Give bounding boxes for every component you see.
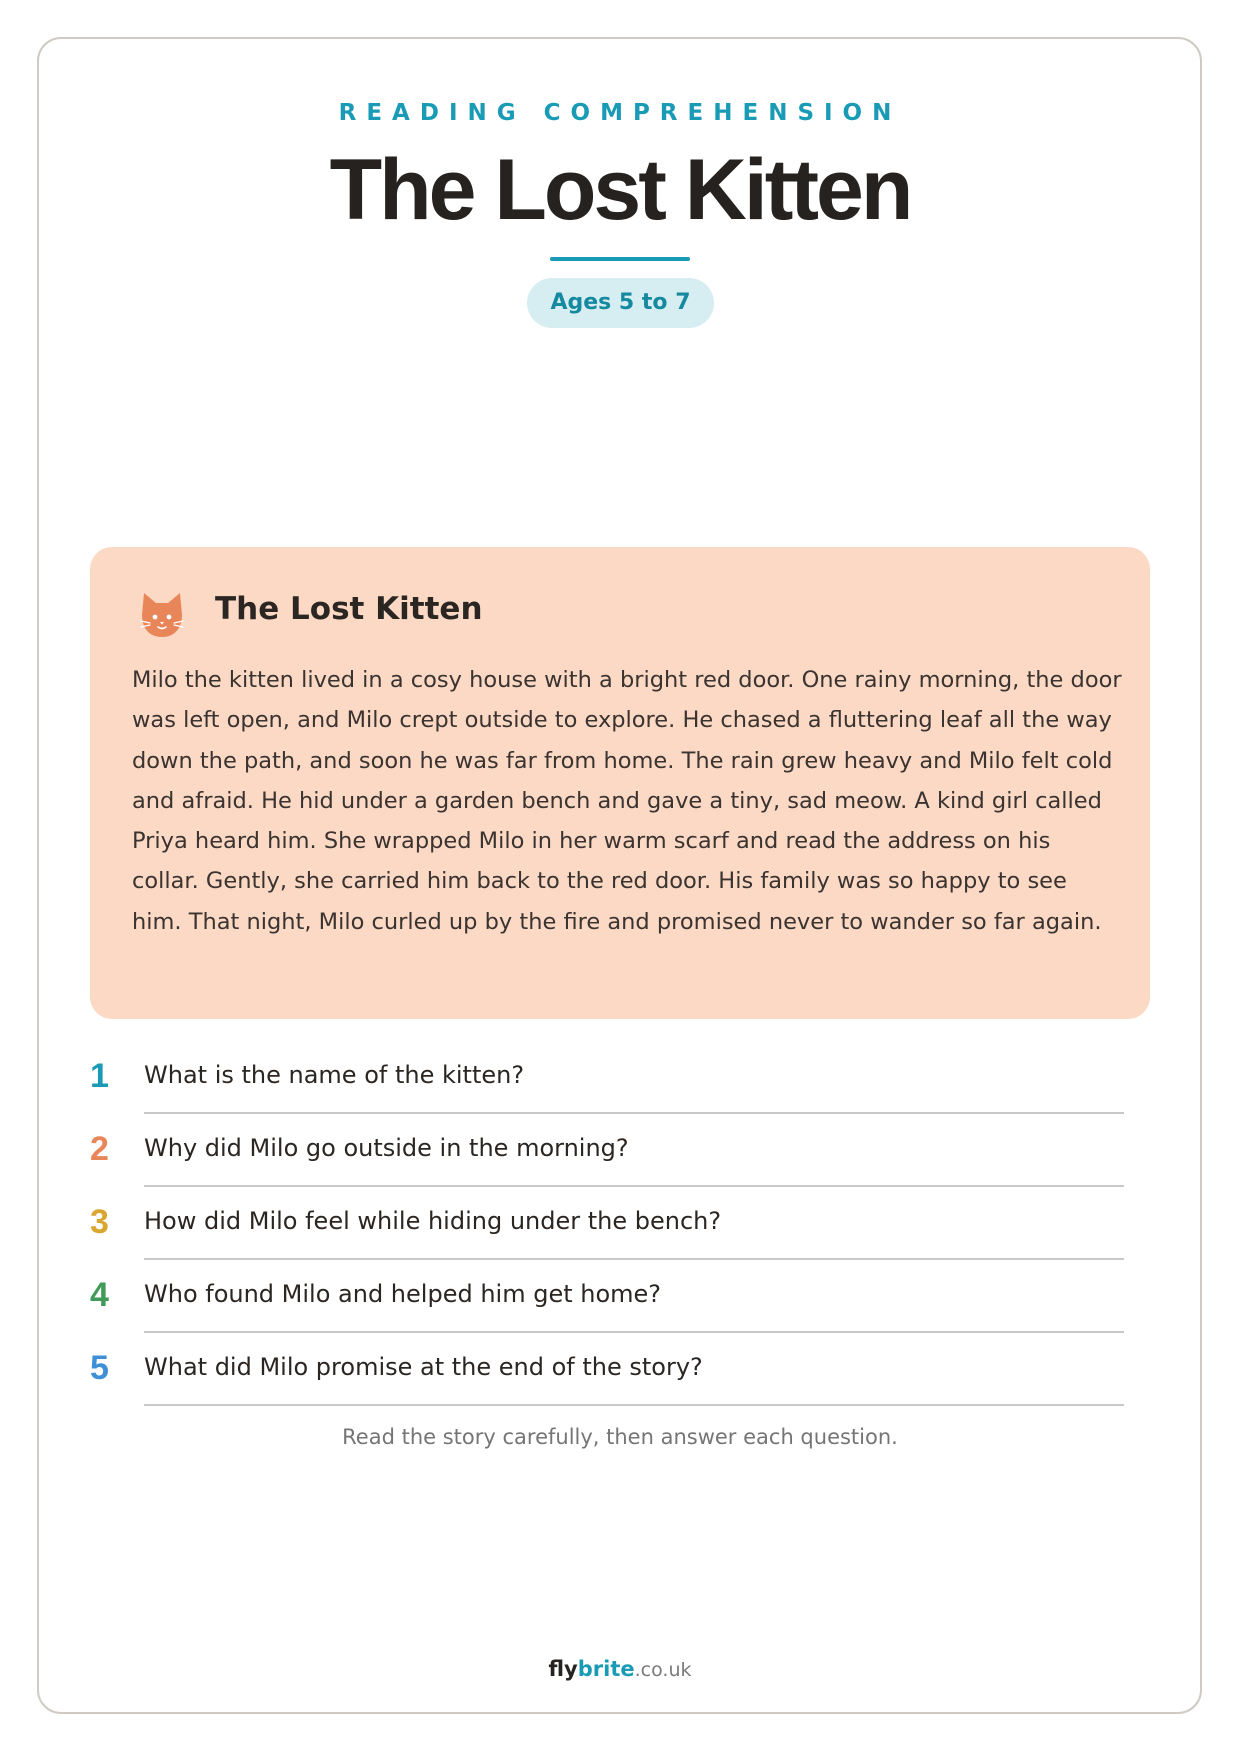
worksheet-category: READING COMPREHENSION: [338, 100, 902, 126]
brand-domain: .co.uk: [634, 1659, 692, 1681]
answer-line[interactable]: [144, 1185, 1124, 1187]
title-divider: [550, 257, 690, 261]
question-1: [90, 1045, 1125, 1119]
page-title: The Lost Kitten: [329, 142, 911, 238]
question-number: 4: [90, 1276, 109, 1314]
answer-line[interactable]: [144, 1112, 1124, 1114]
answer-line[interactable]: [144, 1258, 1124, 1260]
answer-line[interactable]: [144, 1331, 1124, 1333]
brand-name-fly: fly: [548, 1657, 578, 1681]
story-title: The Lost Kitten: [215, 591, 483, 627]
question-3: [90, 1191, 1125, 1265]
question-text: What is the name of the kitten?: [144, 1061, 525, 1089]
answer-line[interactable]: [144, 1404, 1124, 1406]
question-number: 5: [90, 1349, 109, 1387]
question-number: 3: [90, 1203, 109, 1241]
question-text: What did Milo promise at the end of the story?: [144, 1353, 703, 1381]
story-card: [90, 547, 1150, 1019]
question-number: 2: [90, 1130, 109, 1168]
cat-face-icon: [138, 587, 186, 639]
question-text: Why did Milo go outside in the morning?: [144, 1134, 629, 1162]
age-range-badge: Ages 5 to 7: [527, 278, 714, 328]
question-4: [90, 1264, 1125, 1338]
brand-name-brite: brite: [577, 1657, 635, 1681]
question-5: [90, 1337, 1125, 1411]
question-text: How did Milo feel while hiding under the bench?: [144, 1207, 722, 1235]
question-2: [90, 1118, 1125, 1192]
question-number: 1: [90, 1057, 109, 1095]
question-text: Who found Milo and helped him get home?: [144, 1280, 662, 1308]
instruction-text: Read the story carefully, then answer each question.: [342, 1425, 898, 1449]
story-text: Milo the kitten lived in a cosy house with a bright red door. One rainy morning, the door was left open, and Milo crept outside to explore. He chased a fluttering leaf all the way down the path, and soon he was far from home. The rain grew heavy and Milo felt cold and afraid. He hid under a garden bench and gave a tiny, sad meow. A kind girl called Priya heard him. She wrapped Milo in her warm scarf and read the address on his collar. Gently, she carried him back to the red door. His family was so happy to see him. That night, Milo curled up by the fire and promised never to wander so far again.: [132, 667, 1122, 935]
brand-logo: [0, 1657, 1240, 1681]
